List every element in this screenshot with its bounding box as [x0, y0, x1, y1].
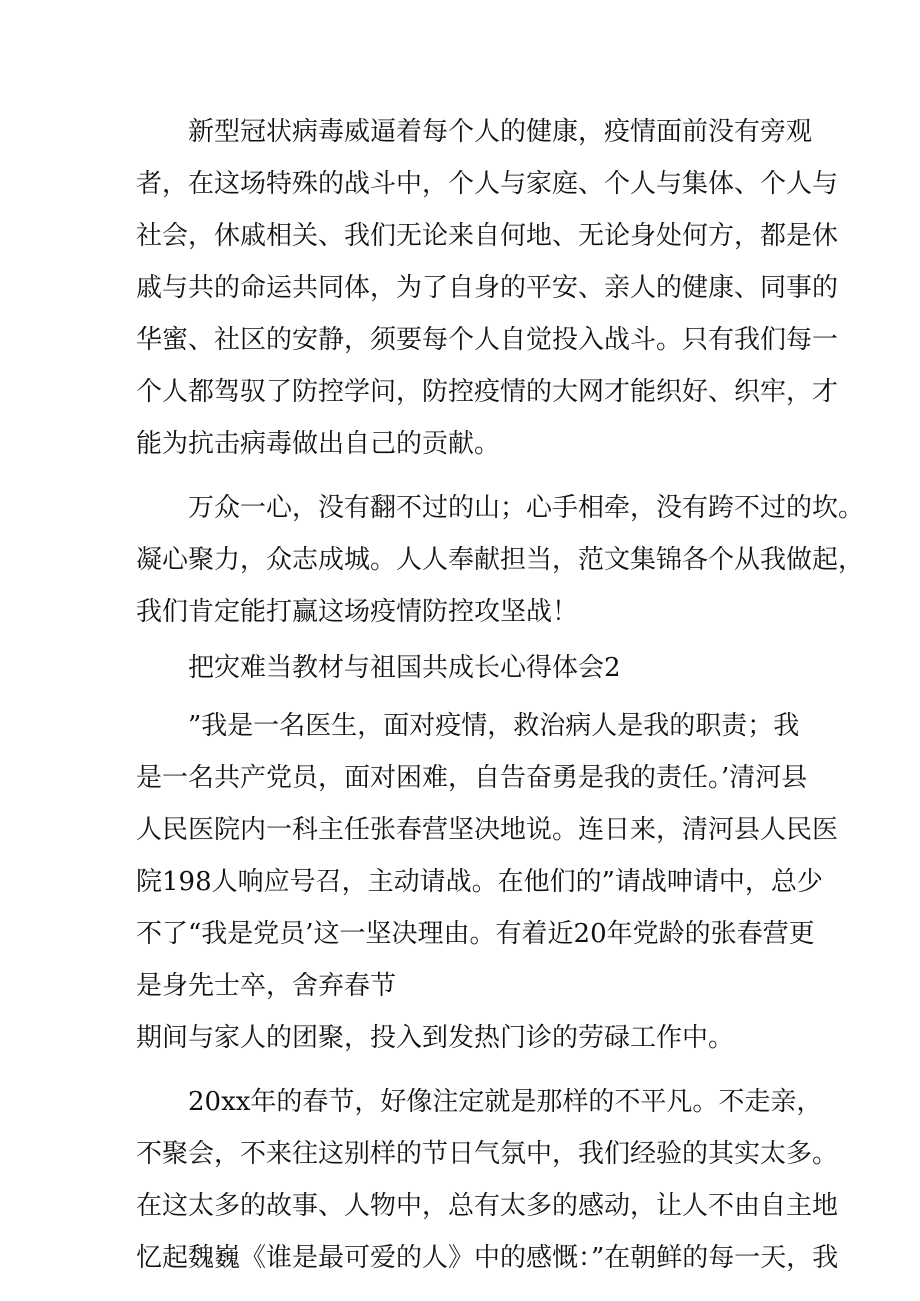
paragraph-4-line-1: 20xx年的春节，好像注定就是那样的不平凡。不走亲， [188, 1087, 823, 1117]
paragraph-3-line-2: 是一名共产党员，面对困难，自告奋勇是我的责任。’清河县 [136, 763, 808, 793]
paragraph-1-line-1: 新型冠状病毒威逼着每个人的健康，疫情面前没有旁观 [188, 117, 813, 147]
paragraph-3-line-3: 人民医院内一科主任张春营坚决地说。连日来，清河县人民医 [136, 815, 839, 845]
paragraph-2-line-2: 凝心聚力，众志成城。人人奉献担当，范文集锦各个从我做起， [136, 545, 865, 575]
paragraph-4-line-3: 在这太多的故事、人物中，总有太多的感动，让人不由自主地 [136, 1191, 839, 1221]
paragraph-4-line-4: 忆起魏巍《谁是最可爱的人》中的感慨：”在朝鲜的每一天，我 [136, 1243, 839, 1273]
paragraph-1-line-2: 者，在这场特殊的战斗中，个人与家庭、个人与集体、个人与 [136, 169, 839, 199]
paragraph-1-line-4: 戚与共的命运共同体，为了自身的平安、亲人的健康、同事的 [136, 273, 839, 303]
paragraph-4-line-2: 不聚会，不来往这别样的节日气氛中，我们经验的其实太多。 [136, 1139, 839, 1169]
paragraph-3-line-1: ”我是一名医生，面对疫情，救治病人是我的职责；我 [188, 711, 800, 741]
section-heading: 把灾难当教材与祖国共成长心得体会2 [188, 653, 621, 683]
paragraph-1-line-5: 华蜜、社区的安静，须要每个人自觉投入战斗。只有我们每一 [136, 325, 839, 355]
paragraph-3-line-5: 不了“我是党员’这一坚决理由。有着近20年党龄的张春营更 [136, 919, 815, 949]
paragraph-1-line-7: 能为抗击病毒做出自己的贡献。 [136, 429, 501, 459]
paragraph-1-line-3: 社会，休戚相关、我们无论来自何地、无论身处何方，都是休 [136, 221, 839, 251]
paragraph-3-line-6: 是身先士卒，舍弃春节 [136, 971, 397, 1001]
paragraph-3-line-7: 期间与家人的团聚，投入到发热门诊的劳碌工作中。 [136, 1023, 735, 1053]
paragraph-2-line-1: 万众一心，没有翻不过的山；心手相牵，没有跨不过的坎。 [188, 493, 865, 523]
paragraph-2-line-3: 我们肯定能打赢这场疫情防控攻坚战！ [136, 597, 579, 627]
paragraph-1-line-6: 个人都驾驭了防控学问，防控疫情的大网才能织好、织牢，才 [136, 377, 839, 407]
paragraph-3-line-4: 院198人响应号召，主动请战。在他们的”请战呻请中，总少 [136, 867, 823, 897]
